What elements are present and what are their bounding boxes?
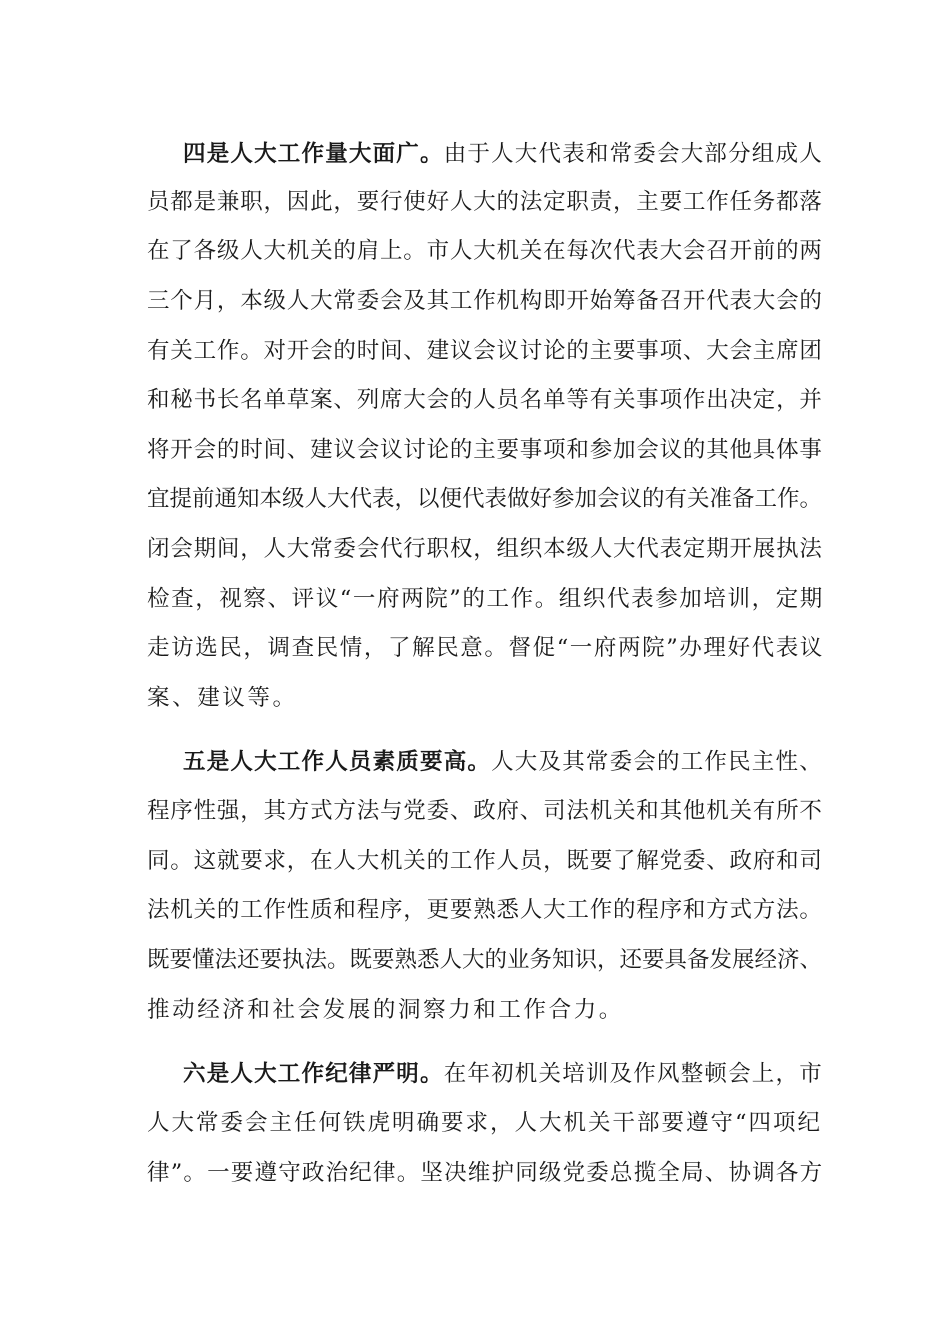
paragraph-1-line-6: 和秘书长名单草案、列席大会的人员名单等有关事项作出决定，并 [147, 387, 823, 413]
paragraph-2-line-3: 同。这就要求，在人大机关的工作人员，既要了解党委、政府和司 [147, 848, 823, 874]
paragraph-1-text: 由于人大代表和常委会大部分组成人 [443, 141, 823, 167]
paragraph-3-line-1 [183, 1059, 827, 1089]
paragraph-1-line-12: 案、建议等。 [147, 685, 298, 711]
paragraph-1-lead: 四是人大工作量大面广。 [183, 141, 444, 167]
paragraph-1-line-11: 走访选民，调查民情，了解民意。督促“一府两院”办理好代表议 [147, 635, 824, 661]
paragraph-1-line-9: 闭会期间，人大常委会代行职权，组织本级人大代表定期开展执法 [147, 536, 823, 562]
paragraph-1-line-3: 在了各级人大机关的肩上。市人大机关在每次代表大会召开前的两 [147, 238, 823, 264]
paragraph-3-line-3: 律”。一要遵守政治纪律。坚决维护同级党委总揽全局、协调各方 [147, 1160, 824, 1186]
paragraph-1-line-7: 将开会的时间、建议会议讨论的主要事项和参加会议的其他具体事 [147, 437, 823, 463]
paragraph-1-line-4: 三个月，本级人大常委会及其工作机构即开始筹备召开代表大会的 [147, 288, 823, 314]
paragraph-2-line-4: 法机关的工作性质和程序，更要熟悉人大工作的程序和方式方法。 [147, 897, 823, 923]
paragraph-2-line-6: 推动经济和社会发展的洞察力和工作合力。 [147, 997, 624, 1023]
paragraph-2-line-2: 程序性强，其方式方法与党委、政府、司法机关和其他机关有所不 [147, 798, 823, 824]
paragraph-1-line-2: 员都是兼职，因此，要行使好人大的法定职责，主要工作任务都落 [147, 189, 823, 215]
paragraph-1-line-1 [183, 139, 827, 169]
paragraph-2-line-5: 既要懂法还要执法。既要熟悉人大的业务知识，还要具备发展经济、 [147, 947, 823, 973]
paragraph-1-line-5: 有关工作。对开会的时间、建议会议讨论的主要事项、大会主席团 [147, 338, 823, 364]
paragraph-1-line-10: 检查，视察、评议“一府两院”的工作。组织代表参加培训，定期 [147, 586, 824, 612]
paragraph-3-line-2: 人大常委会主任何铁虎明确要求，人大机关干部要遵守“四项纪 [147, 1110, 823, 1136]
paragraph-2-lead: 五是人大工作人员素质要高。 [183, 749, 492, 775]
paragraph-1-line-8: 宜提前通知本级人大代表，以便代表做好参加会议的有关准备工作。 [147, 486, 823, 512]
paragraph-2-text: 人大及其常委会的工作民主性、 [491, 749, 823, 775]
paragraph-3-text: 在年初机关培训及作风整顿会上，市 [443, 1061, 823, 1087]
paragraph-3-lead: 六是人大工作纪律严明。 [183, 1061, 444, 1087]
paragraph-2-line-1 [183, 747, 827, 777]
